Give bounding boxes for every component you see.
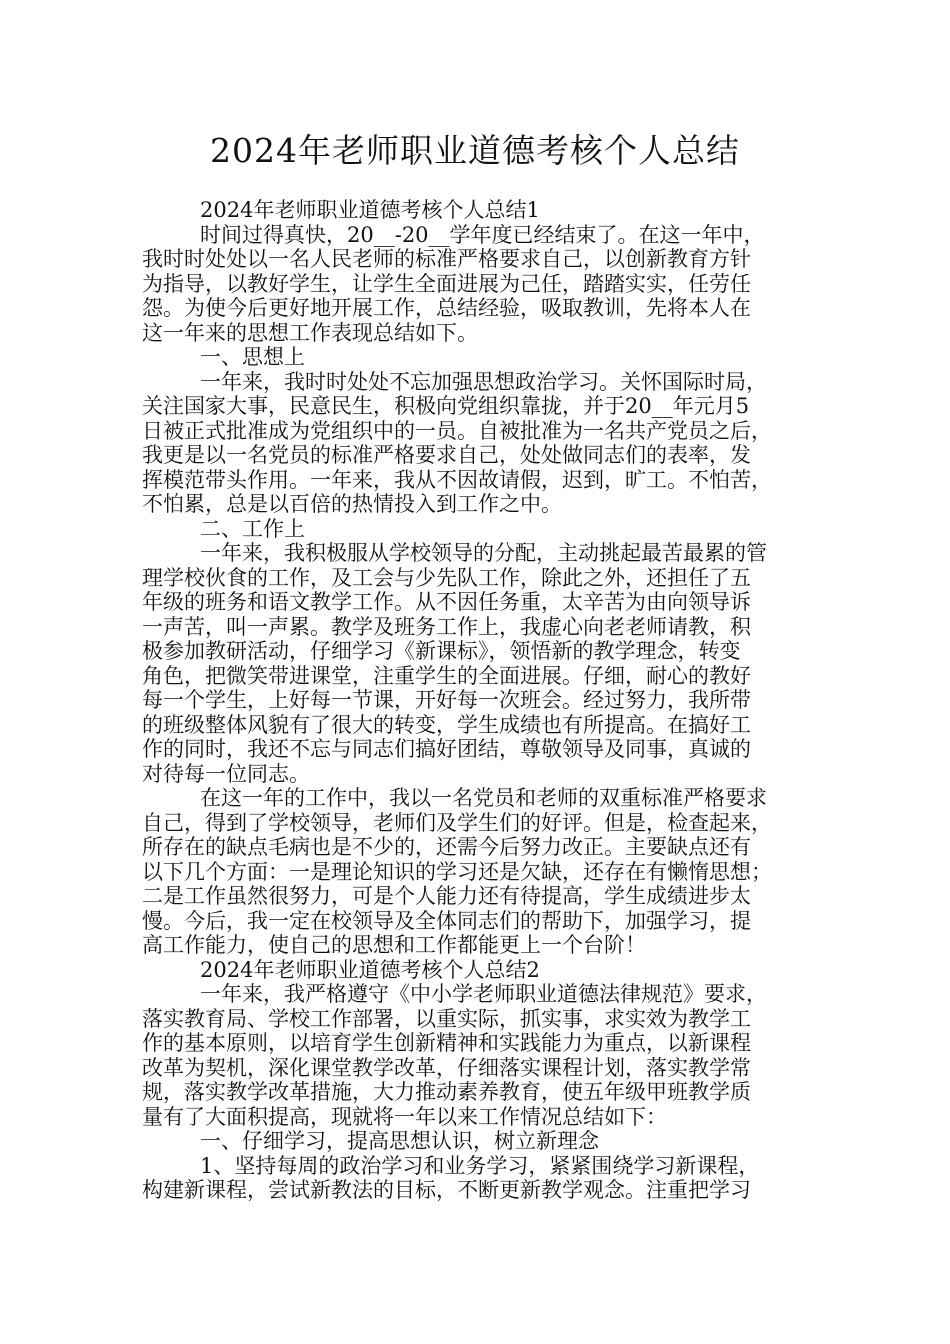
document-title: 2024年老师职业道德考核个人总结: [210, 131, 740, 170]
paragraph-line: 改革为契机，深化课堂教学改革，仔细落实课程计划，落实教学常: [142, 1055, 751, 1080]
paragraph-line: 这一年来的思想工作表现总结如下。: [142, 320, 478, 345]
paragraph-first-line: 时间过得真快，20__-20__学年度已经结束了。在这一年中，: [200, 222, 765, 247]
paragraph-line: 二是工作虽然很努力，可是个人能力还有待提高，学生成绩进步太: [142, 884, 751, 908]
paragraph-first-line: 在这一年的工作中，我以一名党员和老师的双重标准严格要求: [200, 786, 767, 810]
paragraph-first-line: 一年来，我严格遵守《中小学老师职业道德法律规范》要求，: [200, 982, 767, 1006]
paragraph-line: 一声苦，叫一声累。教学及班务工作上，我虚心向老老师请教，积: [142, 614, 751, 639]
paragraph-first-line: 2024年老师职业道德考核个人总结2: [200, 957, 540, 982]
paragraph-line: 我时时处处以一名人民老师的标准严格要求自己，以创新教育方针: [142, 247, 751, 271]
paragraph-line: 规，落实教学改革措施，大力推动素养教育，使五年级甲班教学质: [142, 1080, 751, 1104]
paragraph-line: 我更是以一名党员的标准严格要求自己，处处做同志们的表率，发: [142, 443, 751, 467]
paragraph-line: 极参加教研活动，仔细学习《新课标》，领悟新的教学理念，转变: [142, 639, 741, 663]
paragraph-line: 构建新课程，尝试新教法的目标，不断更新教学观念。注重把学习: [142, 1178, 751, 1202]
paragraph-line: 对待每一位同志。: [142, 761, 310, 786]
paragraph-line: 高工作能力，使自己的思想和工作都能更上一个台阶！: [142, 933, 646, 957]
paragraph-line: 挥模范带头作用。一年来，我从不因故请假，迟到，旷工。不怕苦，: [142, 467, 772, 492]
paragraph-line: 量有了大面积提高，现就将一年以来工作情况总结如下：: [142, 1104, 667, 1129]
paragraph-first-line: 一、思想上: [200, 345, 305, 369]
paragraph-line: 怨。为使今后更好地开展工作，总结经验，吸取教训，先将本人在: [142, 296, 751, 320]
paragraph-line: 以下几个方面：一是理论知识的学习还是欠缺，还存在有懒惰思想；: [142, 859, 772, 884]
paragraph-line: 的班级整体风貌有了很大的转变，学生成绩也有所提高。在搞好工: [142, 712, 751, 737]
paragraph-line: 每一个学生，上好每一节课，开好每一次班会。经过努力，我所带: [142, 688, 751, 712]
paragraph-line: 角色，把微笑带进课堂，注重学生的全面进展。仔细，耐心的教好: [142, 663, 751, 688]
paragraph-line: 日被正式批准成为党组织中的一员。自被批准为一名共产党员之后，: [142, 418, 772, 443]
paragraph-line: 关注国家大事，民意民生，积极向党组织靠拢，并于20__年元月5: [142, 394, 750, 418]
paragraph-line: 作的同时，我还不忘与同志们搞好团结，尊敬领导及同事，真诚的: [142, 737, 751, 761]
paragraph-line: 落实教育局、学校工作部署，以重实际，抓实事，求实效为教学工: [142, 1006, 751, 1031]
paragraph-first-line: 二、工作上: [200, 516, 305, 541]
paragraph-line: 为指导，以教好学生，让学生全面进展为己任，踏踏实实，任劳任: [142, 271, 751, 296]
paragraph-line: 自己，得到了学校领导，老师们及学生们的好评。但是，检查起来，: [142, 810, 772, 835]
paragraph-line: 所存在的缺点毛病也是不少的，还需今后努力改正。主要缺点还有: [142, 835, 751, 859]
paragraph-line: 年级的班务和语文教学工作。从不因任务重，太辛苦为由向领导诉: [142, 590, 751, 614]
paragraph-first-line: 1、坚持每周的政治学习和业务学习，紧紧围绕学习新课程，: [200, 1153, 760, 1178]
paragraph-first-line: 一年来，我积极服从学校领导的分配，主动挑起最苦最累的管: [200, 541, 767, 565]
paragraph-line: 理学校伙食的工作，及工会与少先队工作，除此之外，还担任了五: [142, 565, 751, 590]
paragraph-line: 不怕累，总是以百倍的热情投入到工作之中。: [142, 492, 562, 516]
paragraph-line: 作的基本原则，以培育学生创新精神和实践能力为重点，以新课程: [142, 1031, 751, 1055]
paragraph-first-line: 一、仔细学习，提高思想认识，树立新理念: [200, 1129, 599, 1153]
paragraph-line: 慢。今后，我一定在校领导及全体同志们的帮助下，加强学习，提: [142, 908, 751, 933]
document-body: [142, 198, 832, 1203]
paragraph-first-line: 2024年老师职业道德考核个人总结1: [200, 198, 540, 222]
paragraph-first-line: 一年来，我时时处处不忘加强思想政治学习。关怀国际时局，: [200, 369, 767, 394]
